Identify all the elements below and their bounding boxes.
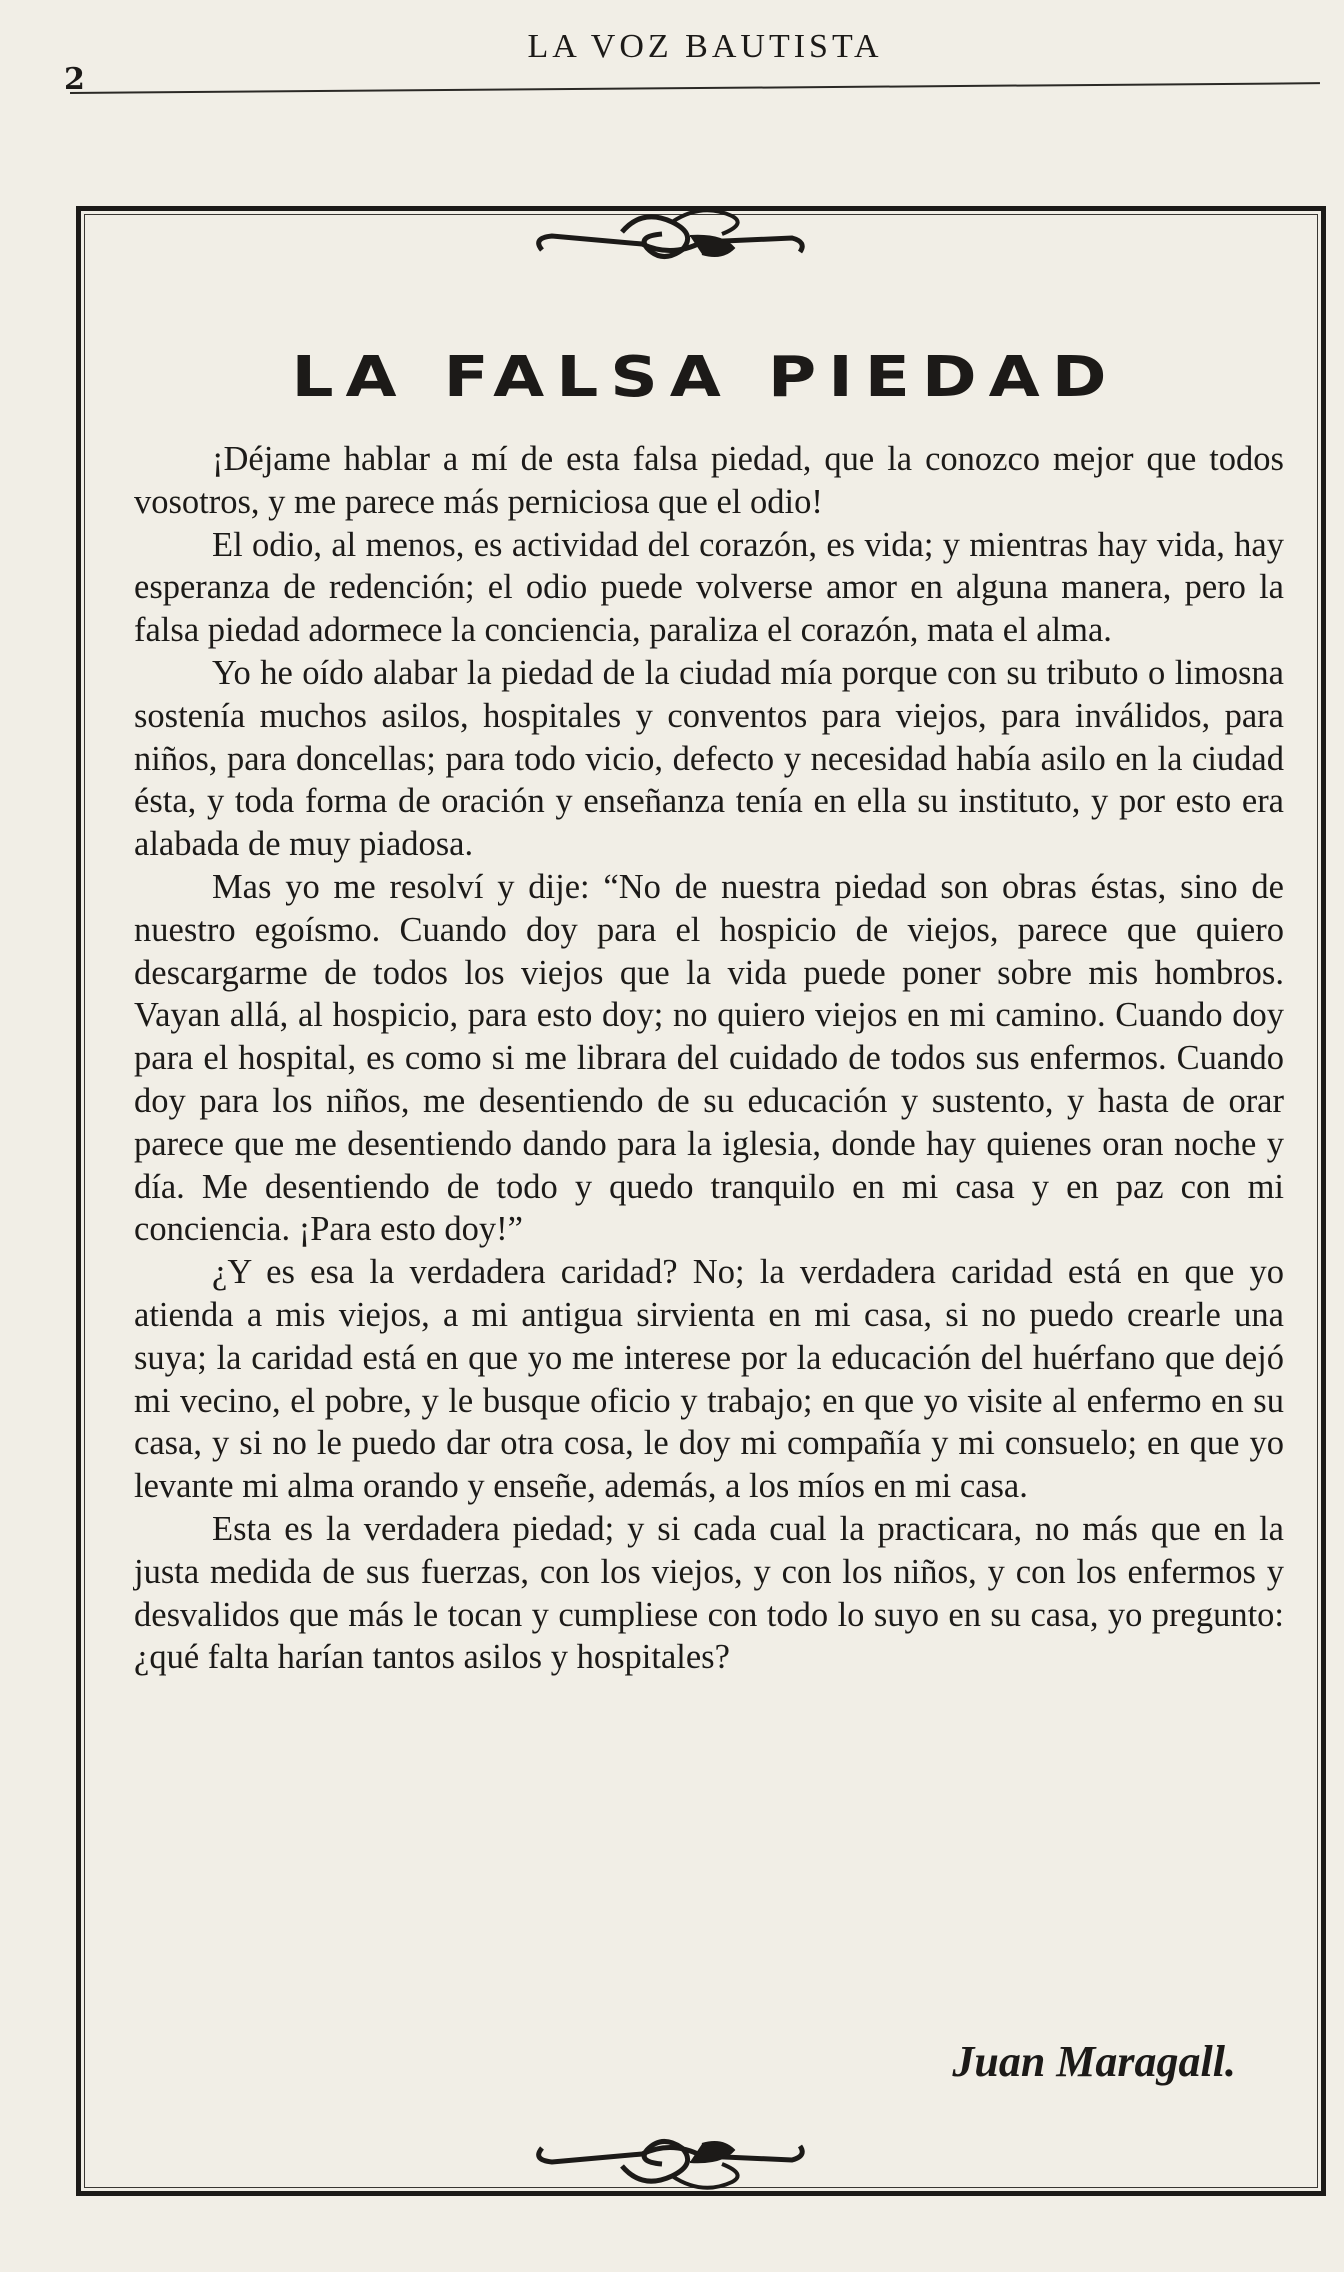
paragraph: El odio, al menos, es actividad del corazón, es vida; y mientras hay vida, hay esperanza de redención; el odio puede volverse amor en alguna manera, pero la falsa piedad adormece la conciencia, paraliza el corazón, mata el alma.	[134, 525, 1284, 650]
paragraph: Mas yo me resolví y dije: “No de nuestra piedad son obras éstas, sino de nuestro egoísmo. Cuando doy para el hospicio de viejos, parece que quiero descargarme de todos los viejos que la vida puede poner sobre mis hombros. Vayan allá, al hospicio, para esto doy; no quiero viejos en mi camino. Cuando doy para el hospital, es como si me librara del cuidado de todos sus enfermos. Cuando doy para los niños, me desentiendo de su educación y sustento, y hasta de orar parece que me desentiendo dando para la iglesia, donde hay quienes oran noche y día. Me desentiendo de todo y quedo tranquilo en mi casa y en paz con mi conciencia. ¡Para esto doy!”	[134, 867, 1284, 1249]
author-signature: Juan Maragall.	[952, 2037, 1236, 2086]
top-scroll-ornament-icon	[0, 198, 1344, 282]
running-title: LA VOZ BAUTISTA	[527, 28, 883, 65]
paragraph: Yo he oído alabar la piedad de la ciudad mía porque con su tributo o limosna sostenía muchos asilos, hospitales y conventos para viejos, para inválidos, para niños, para doncellas; para todo vicio, defecto y necesidad había asilo en la ciudad ésta, y toda forma de oración y enseñanza tenía en ella su instituto, y por esto era alabada de muy piadosa.	[134, 653, 1284, 864]
page-number: 2	[64, 62, 85, 97]
paragraph: ¿Y es esa la verdadera caridad? No; la verdadera caridad está en que yo atienda a mis viejos, a mi antigua sirvienta en mi casa, si no puedo crearle una suya; la caridad está en que yo me interese por la educación del huérfano que dejó mi vecino, el pobre, y le busque oficio y trabajo; en que yo visite al enfermo en su casa, y si no le puedo dar otra cosa, le doy mi compañía y mi consuelo; en que yo levante mi alma orando y enseñe, además, a los míos en mi casa.	[134, 1253, 1284, 1506]
paragraph: ¡Déjame hablar a mí de esta falsa piedad, que la conozco mejor que todos vosotros, y me parece más perniciosa que el odio!	[134, 440, 1284, 521]
article-body	[134, 438, 1284, 1679]
bottom-scroll-ornament-icon	[0, 2120, 1344, 2204]
article-title: LA FALSA PIEDAD	[291, 344, 1119, 410]
paragraph: Esta es la verdadera piedad; y si cada cual la practicara, no más que en la justa medida de sus fuerzas, con los viejos, y con los niños, y con los enfermos y desvalidos que más le tocan y cumpliese con todo lo suyo en su casa, yo pregunto: ¿qué falta harían tantos asilos y hospitales?	[134, 1509, 1284, 1677]
header-rule	[70, 82, 1320, 94]
